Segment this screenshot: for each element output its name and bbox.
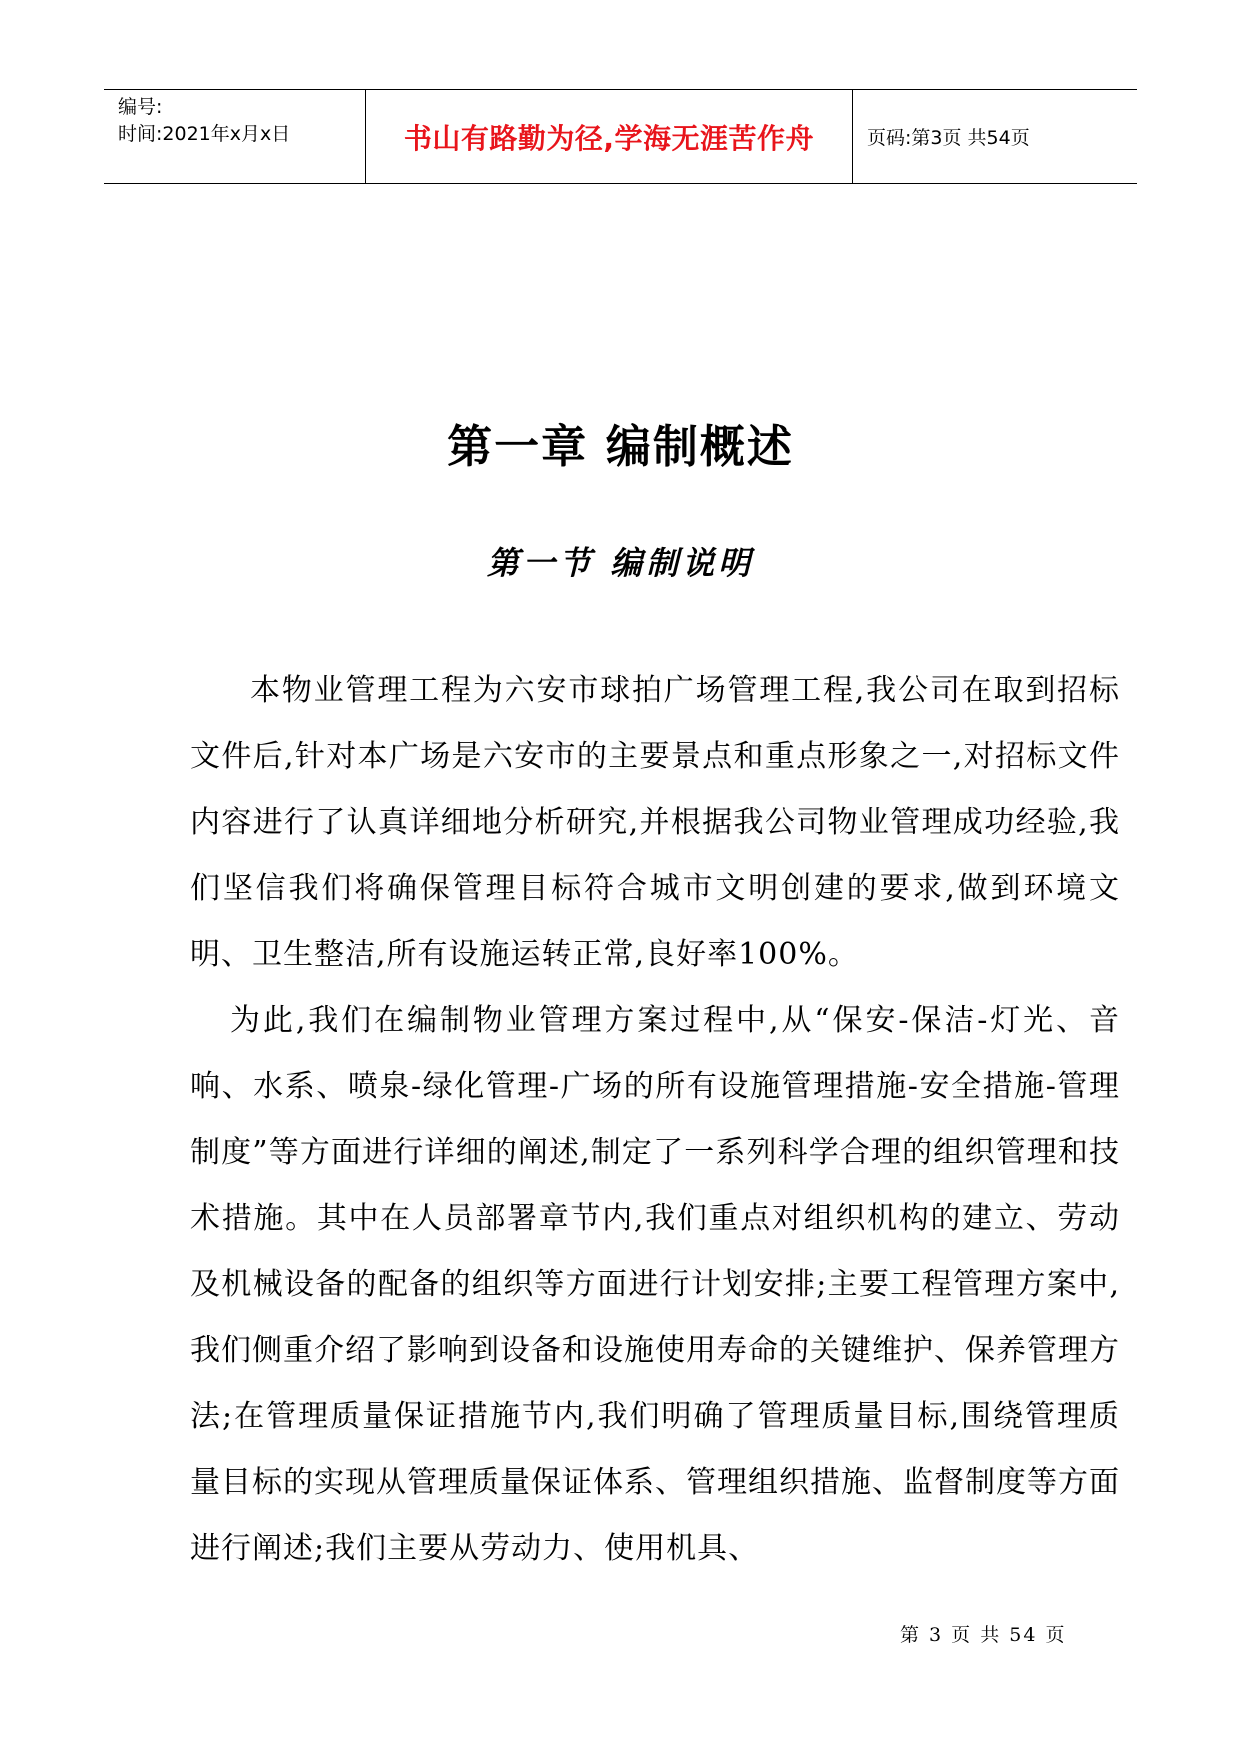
chapter-title: 第一章 编制概述 — [447, 420, 794, 473]
body-text — [190, 658, 1120, 1582]
document-number-label: 编号: — [118, 96, 163, 118]
document-time-label: 时间:2021年x月x日 — [118, 123, 291, 145]
header-motto: 书山有路勤为径,学海无涯苦作舟 — [366, 90, 853, 183]
page-header — [104, 89, 1137, 184]
section-title: 第一节 编制说明 — [486, 544, 755, 582]
header-page-number: 页码:第3页 共54页 — [867, 127, 1030, 149]
paragraph-1: 本物业管理工程为六安市球拍广场管理工程,我公司在取到招标文件后,针对本广场是六安市的主要景点和重点形象之一,对招标文件内容进行了认真详细地分析研究,并根据我公司物业管理成功经验,我们坚信我们将确保管理目标符合城市文明创建的要求,做到环境文明、卫生整洁,所有设施运转正常,良好率100%。 — [190, 673, 1120, 972]
page-footer: 第 3 页 共 54 页 — [900, 1624, 1067, 1646]
header-meta — [104, 90, 366, 183]
paragraph-2: 为此,我们在编制物业管理方案过程中,从“保安-保洁-灯光、音响、水系、喷泉-绿化管理-广场的所有设施管理措施-安全措施-管理制度”等方面进行详细的阐述,制定了一系列科学合理的组织管理和技术措施。其中在人员部署章节内,我们重点对组织机构的建立、劳动及机械设备的配备的组织等方面进行计划安排;主要工程管理方案中,我们侧重介绍了影响到设备和设施使用寿命的关键维护、保养管理方法;在管理质量保证措施节内,我们明确了管理质量目标,围绕管理质量目标的实现从管理质量保证体系、管理组织措施、监督制度等方面进行阐述;我们主要从劳动力、使用机具、 — [190, 1003, 1120, 1566]
